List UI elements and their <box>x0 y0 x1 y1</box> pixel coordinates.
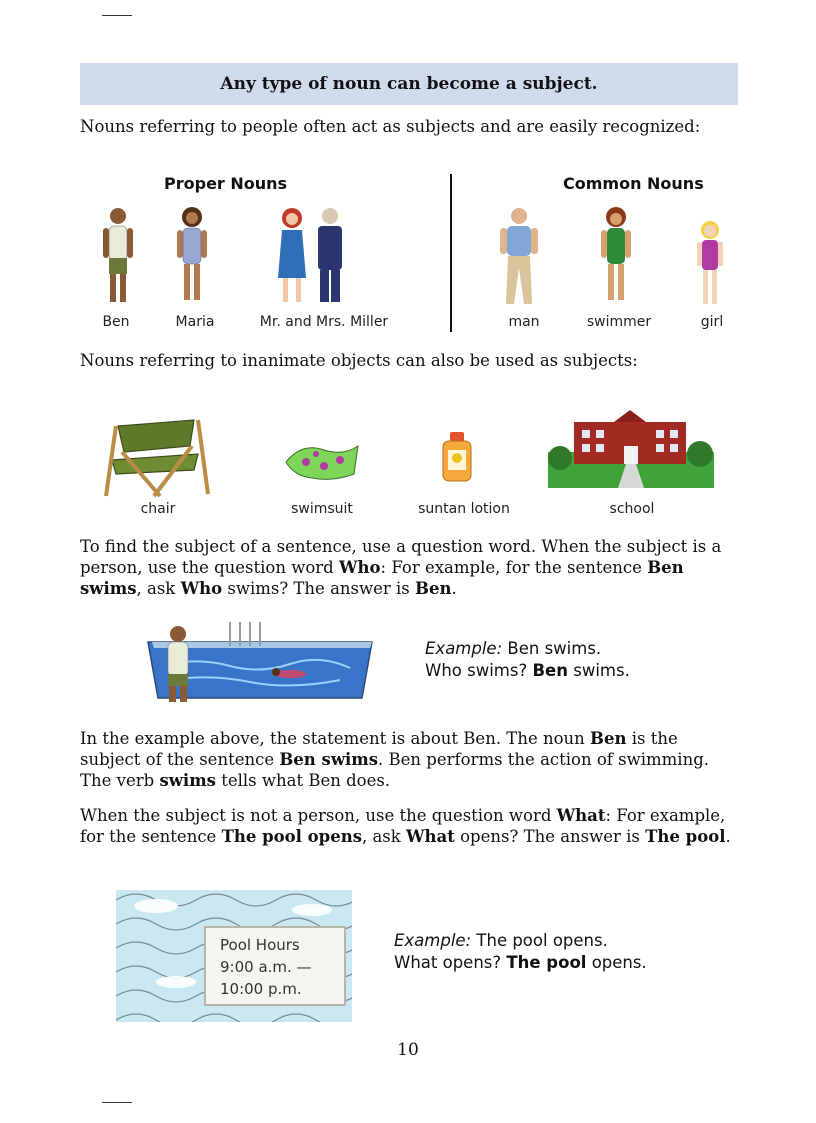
suntan-lotion-illustration <box>440 432 474 482</box>
what-paragraph: When the subject is not a person, use the question word What: For example, for the sentence The pool opens, ask What opens? The answer is The pool. <box>80 806 731 846</box>
school-illustration <box>548 410 714 488</box>
caption-maria: Maria <box>175 314 215 330</box>
example-ben-swims: Example: Ben swims. Who swims? Ben swims. <box>425 639 630 680</box>
sign-hours-close: 10:00 p.m. <box>220 980 302 998</box>
caption-suntan-lotion: suntan lotion <box>418 501 510 517</box>
swimmer-figure-illustration <box>598 206 634 306</box>
crop-mark-bottom <box>102 1102 132 1103</box>
pool-illustration <box>140 620 380 702</box>
miller-couple-illustration <box>272 206 356 306</box>
example-pool-opens: Example: The pool opens. What opens? The pool opens. <box>394 931 647 972</box>
swimsuit-illustration <box>282 440 362 482</box>
explain-paragraph: In the example above, the statement is about Ben. The noun Ben is the subject of the sentence Ben swims. Ben performs the action of swimming. The verb swims tells what Ben does. <box>80 729 710 790</box>
ben-figure-illustration <box>100 206 136 306</box>
caption-girl: girl <box>700 314 724 330</box>
intro-people-text: Nouns referring to people often act as subjects and are easily recognized: <box>80 117 701 136</box>
intro-objects-text: Nouns referring to inanimate objects can also be used as subjects: <box>80 351 638 370</box>
caption-swimsuit: swimsuit <box>291 501 353 517</box>
common-nouns-heading: Common Nouns <box>563 174 704 193</box>
caption-miller: Mr. and Mrs. Miller <box>259 314 389 330</box>
page-number: 10 <box>397 1040 419 1060</box>
find-subject-paragraph: To find the subject of a sentence, use a question word. When the subject is a person, use the question word Who: For example, for the sentence Ben swims, ask Who swims? The answer is Ben. <box>80 537 722 598</box>
sign-hours-open: 9:00 a.m. — <box>220 958 312 976</box>
column-divider <box>450 174 452 332</box>
crop-mark-top <box>102 15 132 16</box>
caption-school: school <box>609 501 655 517</box>
pool-hours-sign <box>204 926 346 1006</box>
caption-swimmer: swimmer <box>586 314 652 330</box>
caption-man: man <box>508 314 540 330</box>
maria-figure-illustration <box>174 206 210 306</box>
sign-title: Pool Hours <box>220 936 300 954</box>
girl-figure-illustration <box>694 220 726 308</box>
caption-chair: chair <box>140 501 176 517</box>
chair-illustration <box>98 412 214 498</box>
pool-hours-sign-scene <box>116 890 352 1022</box>
caption-ben: Ben <box>102 314 130 330</box>
banner-title: Any type of noun can become a subject. <box>80 63 738 105</box>
proper-nouns-heading: Proper Nouns <box>164 174 288 193</box>
man-figure-illustration <box>496 206 542 306</box>
